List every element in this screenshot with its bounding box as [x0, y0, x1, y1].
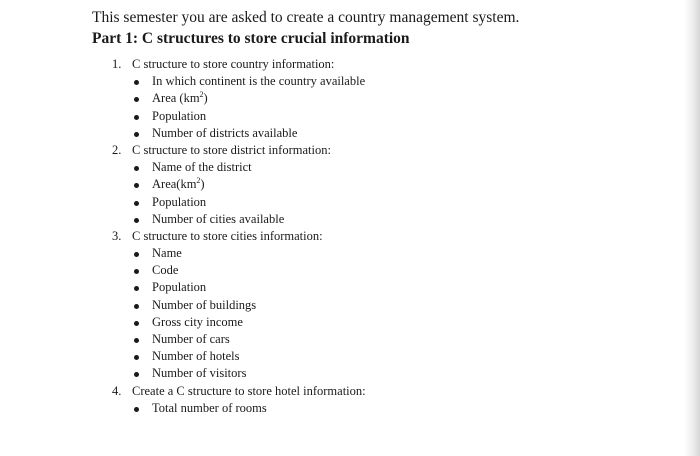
bullet-item [92, 245, 682, 262]
structure-list [92, 56, 682, 417]
bullet-item [92, 108, 682, 125]
bullet-text: Area $(km^2)$ [152, 90, 208, 106]
list-item [92, 56, 682, 73]
list-item-text: C structure to store cities information: [132, 228, 323, 243]
bullet-dot-icon [134, 218, 139, 223]
bullet-dot-icon [134, 80, 139, 85]
bullet-dot-icon [134, 269, 139, 274]
bullet-item [92, 90, 682, 107]
list-item [92, 142, 682, 159]
list-item-number: 1. [112, 57, 122, 71]
bullet-text: Name [152, 246, 182, 261]
bullet-dot-icon [134, 321, 139, 326]
list-item-number: 3. [112, 228, 122, 243]
list-item-text: C structure to store country information: [132, 57, 335, 71]
bullet-item [92, 125, 682, 142]
bullet-text: Number of visitors [152, 366, 247, 381]
bullet-item [92, 262, 682, 279]
part-heading: Part 1: C structures to store crucial information [92, 30, 410, 47]
bullet-item [92, 400, 682, 417]
bullet-dot-icon [134, 97, 139, 102]
superscript: 2 [196, 176, 201, 186]
bullet-dot-icon [134, 286, 139, 291]
bullet-item [92, 331, 682, 348]
bullet-item [92, 73, 682, 90]
bullet-dot-icon [134, 183, 139, 188]
intro-text: This semester you are asked to create a country management system. [92, 9, 520, 26]
bullet-item [92, 159, 682, 176]
bullet-text: Number of cities available [152, 211, 285, 226]
bullet-dot-icon [134, 304, 139, 309]
bullet-dot-icon [134, 115, 139, 120]
bullet-dot-icon [134, 355, 139, 360]
bullet-dot-icon [134, 407, 139, 412]
bullet-text: $Area(km^2)$ [152, 176, 205, 192]
bullet-text: Number of hotels [152, 349, 240, 364]
list-item-number: 2. [112, 142, 122, 157]
bullet-dot-icon [134, 166, 139, 171]
bullet-text: Number of districts available [152, 125, 298, 140]
list-item [92, 383, 682, 400]
page-edge-shadow [684, 0, 700, 456]
bullet-text: Number of buildings [152, 297, 257, 312]
bullet-dot-icon [134, 252, 139, 257]
bullet-text: Name of the district [152, 160, 252, 175]
bullet-item [92, 194, 682, 211]
document-content [92, 8, 682, 417]
bullet-dot-icon [134, 201, 139, 206]
list-item-text: Create a C structure to store hotel information: [132, 383, 366, 398]
bullet-text: Total number of rooms [152, 400, 267, 415]
bullet-dot-icon [134, 132, 139, 137]
bullet-text: Population [152, 194, 207, 209]
bullet-text: Number of cars [152, 332, 230, 346]
list-item [92, 228, 682, 245]
bullet-item [92, 365, 682, 382]
bullet-text: Code [152, 263, 179, 278]
list-item-number: 4. [112, 383, 122, 398]
superscript: 2 [199, 90, 204, 100]
list-item-text: C structure to store district information: [132, 142, 331, 157]
bullet-dot-icon [134, 338, 139, 343]
bullet-text: Population [152, 280, 207, 295]
bullet-item [92, 211, 682, 228]
bullet-item [92, 279, 682, 296]
bullet-text: Population [152, 108, 207, 123]
bullet-text: Gross city income [152, 314, 243, 329]
bullet-item [92, 314, 682, 331]
bullet-text: In which continent is the country available [152, 74, 366, 89]
bullet-item [92, 348, 682, 365]
bullet-dot-icon [134, 372, 139, 377]
bullet-item [92, 297, 682, 314]
bullet-item [92, 176, 682, 193]
